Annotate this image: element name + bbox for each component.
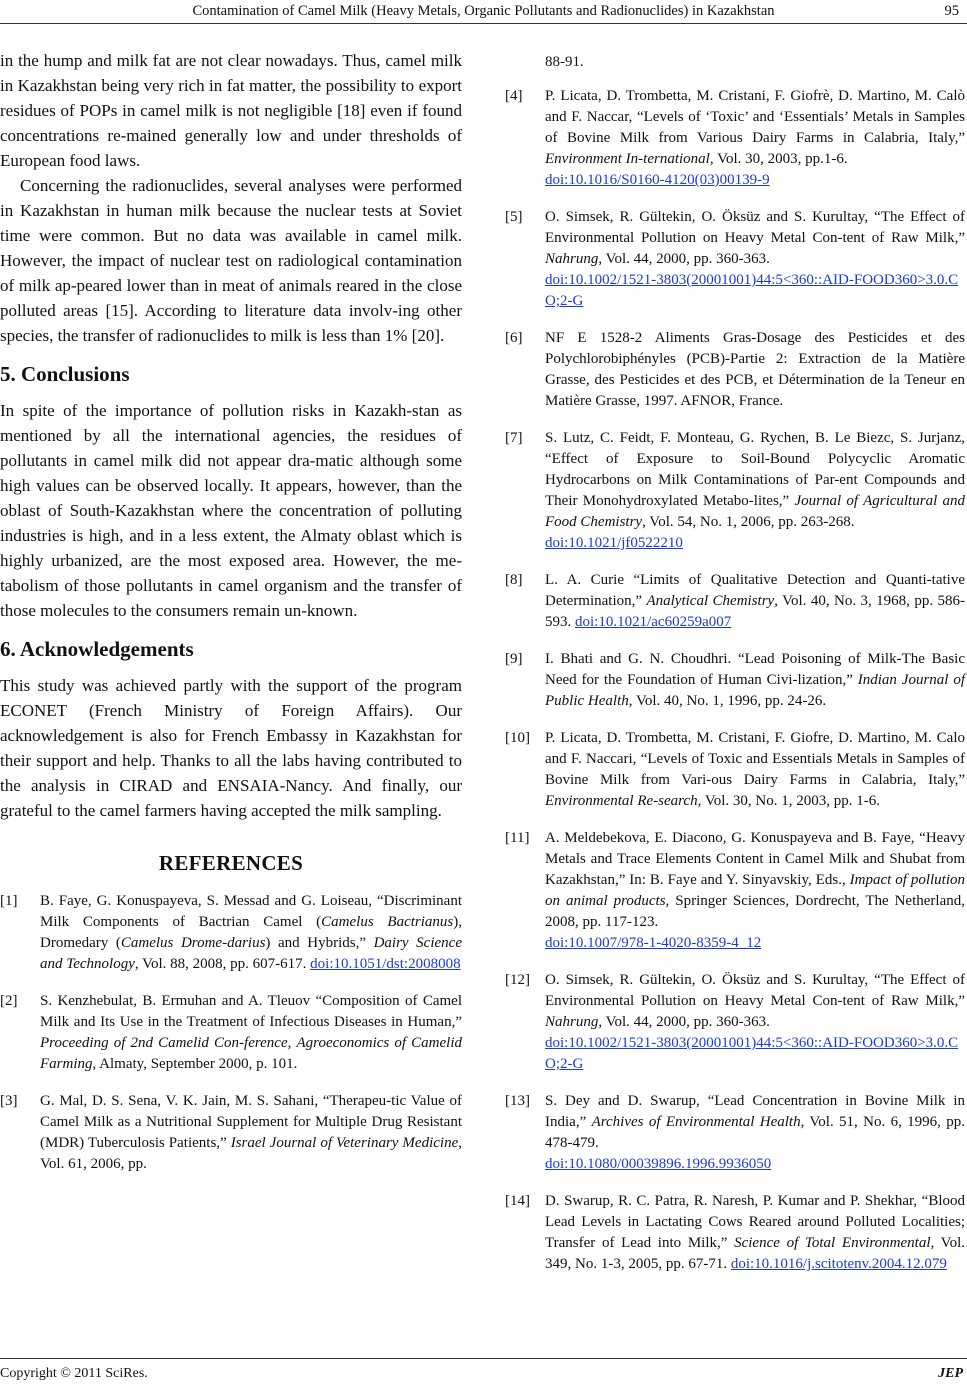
- reference-number: [4]: [505, 88, 523, 104]
- running-header: [0, 0, 967, 22]
- reference-number: [14]: [505, 1193, 530, 1209]
- reference-text: O. Simsek, R. Gültekin, O. Öksüz and S. Kurultay, “The Effect of Environmental Pollution on Heavy Metal Con-tent of Raw Milk,” Nahrung, Vol. 44, 2000, pp. 360-363. doi:10.1002/1521-3803(20001001)44:5<360::AID-FOOD360>3.0.CO;2-G: [545, 972, 965, 1072]
- journal-abbreviation: JEP: [938, 1366, 963, 1381]
- doi-link[interactable]: doi:10.1002/1521-3803(20001001)44:5<360::AID-FOOD360>3.0.CO;2-G: [545, 272, 959, 309]
- reference-text: P. Licata, D. Trombetta, M. Cristani, F. Giofrè, D. Martino, M. Calò and F. Naccar, “Levels of ‘Toxic’ and ‘Essentials’ Metals in Samples of Bovine Milk from Various Dairy Farms in Calabria, Italy,” Environment In-ternational, Vol. 30, 2003, pp.1-6. doi:10.1016/S0160-4120(03)00139-9: [545, 88, 965, 188]
- reference-number: [10]: [505, 730, 530, 746]
- reference-number: [2]: [0, 993, 18, 1009]
- reference-number: [6]: [505, 330, 523, 346]
- reference-number: [8]: [505, 572, 523, 588]
- header-rule: [0, 23, 967, 24]
- doi-link[interactable]: doi:10.1051/dst:2008008: [310, 956, 461, 972]
- reference-item: [505, 1191, 965, 1275]
- reference-text: I. Bhati and G. N. Choudhri. “Lead Poisoning of Milk-The Basic Need for the Foundation of Human Civi-lization,” Indian Journal of Public Health, Vol. 40, No. 1, 1996, pp. 24-26.: [545, 651, 965, 709]
- reference-number: [5]: [505, 209, 523, 225]
- footer-rule: [0, 1358, 967, 1359]
- reference-number: [13]: [505, 1093, 530, 1109]
- doi-link[interactable]: doi:10.1016/j.scitotenv.2004.12.079: [730, 1256, 947, 1272]
- reference-item: [0, 1091, 462, 1175]
- reference-text: G. Mal, D. S. Sena, V. K. Jain, M. S. Sahani, “Therapeu-tic Value of Camel Milk as a Nutritional Supplement for Multiple Drug Resistant (MDR) Tuberculosis Patients,” Israel Journal of Veterinary Medicine, Vol. 61, 2006, pp.: [40, 1093, 462, 1172]
- doi-link[interactable]: doi:10.1021/jf0522210: [545, 535, 683, 551]
- reference-continuation: 88-91.: [545, 54, 584, 70]
- reference-text: B. Faye, G. Konuspayeva, S. Messad and G. Loiseau, “Discriminant Milk Components of Bactrian Camel (Camelus Bactrianus), Dromedary (Camelus Drome-darius) and Hybrids,” Dairy Science and Technology, Vol. 88, 2008, pp. 607-617. doi:10.1051/dst:2008008: [40, 893, 462, 972]
- section-heading-conclusions: 5. Conclusions: [0, 362, 130, 386]
- references-heading: REFERENCES: [158, 851, 304, 875]
- reference-number: [1]: [0, 893, 18, 909]
- reference-item: [505, 86, 965, 191]
- reference-item: [505, 328, 965, 412]
- reference-number: [3]: [0, 1093, 18, 1109]
- right-column: [505, 52, 965, 1291]
- reference-text: A. Meldebekova, E. Diacono, G. Konuspayeva and B. Faye, “Heavy Metals and Trace Elements Content in Camel Milk and Shubat from Kazakhstan,” In: B. Faye and Y. Sinyavskiy, Eds., Impact of pollution on animal products, Springer Sciences, Dordrecht, The Netherland, 2008, pp. 117-123. doi:10.1007/978-1-4020-8359-4_12: [545, 830, 965, 951]
- conclusions-text: In spite of the importance of pollution risks in Kazakh-stan as mentioned by all the international agencies, the residues of pollutants in camel milk did not appear dra-matic although some high values can be observed locally. It appears, however, than the oblast of South-Kazakhstan where the concentration of polluting industries is high, and in a less extent, the Almaty oblast which is highly urbanized, are the most exposed area. However, the me-tabolism of those pollutants in camel organism and the transfer of those molecules to the consumers remain un-known.: [0, 401, 462, 620]
- reference-text: O. Simsek, R. Gültekin, O. Öksüz and S. Kurultay, “The Effect of Environmental Pollution on Heavy Metal Con-tent of Raw Milk,” Nahrung, Vol. 44, 2000, pp. 360-363. doi:10.1002/1521-3803(20001001)44:5<360::AID-FOOD360>3.0.CO;2-G: [545, 209, 965, 309]
- reference-item: [505, 649, 965, 712]
- left-column: [0, 48, 462, 1191]
- reference-text: S. Lutz, C. Feidt, F. Monteau, G. Rychen, B. Le Biezc, S. Jurjanz, “Effect of Exposure to Soil-Bound Polycyclic Aromatic Hydrocarbons on Milk Contaminations of Par-ent Compounds and Their Monohydroxylated Metabo-lites,” Journal of Agricultural and Food Chemistry, Vol. 54, No. 1, 2006, pp. 263-268. doi:10.1021/jf0522210: [545, 430, 965, 551]
- reference-item: [0, 991, 462, 1075]
- doi-link[interactable]: doi:10.1002/1521-3803(20001001)44:5<360::AID-FOOD360>3.0.CO;2-G: [545, 1035, 959, 1072]
- reference-item: [505, 428, 965, 554]
- reference-number: [11]: [505, 830, 530, 846]
- copyright-text: Copyright © 2011 SciRes.: [0, 1366, 148, 1381]
- paragraph-pops: in the hump and milk fat are not clear nowadays. Thus, camel milk in Kazakhstan being very rich in fat matter, the possibility to export residues of POPs in camel milk is not negligible [18] even if found concentrations re-mained generally low and under thresholds of European food laws.: [0, 51, 462, 170]
- page-number: 95: [944, 3, 959, 19]
- reference-text: S. Dey and D. Swarup, “Lead Concentration in Bovine Milk in India,” Archives of Environmental Health, Vol. 51, No. 6, 1996, pp. 478-479. doi:10.1080/00039896.1996.9936050: [545, 1093, 965, 1172]
- doi-link[interactable]: doi:10.1080/00039896.1996.9936050: [545, 1156, 772, 1172]
- reference-text: P. Licata, D. Trombetta, M. Cristani, F. Giofre, D. Martino, M. Calo and F. Naccari, “Levels of Toxic and Essentials Metals in Samples of Bovine Milk from Vari-ous Dairy Farms in Calabria, Italy,” Environmental Re-search, Vol. 30, No. 1, 2003, pp. 1-6.: [545, 730, 965, 809]
- reference-item: [505, 728, 965, 812]
- reference-item: [505, 207, 965, 312]
- reference-number: [7]: [505, 430, 523, 446]
- reference-text: L. A. Curie “Limits of Qualitative Detection and Quanti-tative Determination,” Analytical Chemistry, Vol. 40, No. 3, 1968, pp. 586-593. doi:10.1021/ac60259a007: [545, 572, 966, 630]
- reference-text: S. Kenzhebulat, B. Ermuhan and A. Tleuov “Composition of Camel Milk and Its Use in the Treatment of Infectious Diseases in Human,” Proceeding of 2nd Camelid Con-ference, Agroeconomics of Camelid Farming, Almaty, September 2000, p. 101.: [40, 993, 462, 1072]
- reference-item: [505, 570, 965, 633]
- acknowledgements-text: This study was achieved partly with the support of the program ECONET (French Ministry of Foreign Affairs). Our acknowledgement is also for French Embassy in Kazakhstan for their support and help. Thanks to all the labs having contributed to the analysis in CIRAD and ENSAIA-Nancy. And finally, our grateful to the camel farmers having accepted the milk sampling.: [0, 676, 462, 820]
- reference-text: D. Swarup, R. C. Patra, R. Naresh, P. Kumar and P. Shekhar, “Blood Lead Levels in Lactating Cows Reared around Polluted Localities; Transfer of Lead into Milk,” Science of Total Environmental, Vol. 349, No. 1-3, 2005, pp. 67-71. doi:10.1016/j.scitotenv.2004.12.079: [545, 1193, 965, 1272]
- reference-number: [9]: [505, 651, 523, 667]
- doi-link[interactable]: doi:10.1021/ac60259a007: [575, 614, 732, 630]
- doi-link[interactable]: doi:10.1016/S0160-4120(03)00139-9: [545, 172, 770, 188]
- reference-text: NF E 1528-2 Aliments Gras-Dosage des Pesticides et des Polychlorobiphényles (PCB)-Partie 2: Extraction de la Matière Grasse, des Pesticides et des PCB, et Détermination de la Teneur en Matière Grasse, 1997. AFNOR, France.: [545, 330, 965, 409]
- reference-item: [505, 1091, 965, 1175]
- section-heading-acknowledgements: 6. Acknowledgements: [0, 637, 194, 661]
- doi-link[interactable]: doi:10.1007/978-1-4020-8359-4_12: [545, 935, 762, 951]
- reference-item: [505, 828, 965, 954]
- reference-item: [0, 891, 462, 975]
- running-title: Contamination of Camel Milk (Heavy Metals, Organic Pollutants and Radionuclides) in Kazakhstan: [192, 3, 775, 19]
- reference-number: [12]: [505, 972, 530, 988]
- paragraph-radionuclides: Concerning the radionuclides, several analyses were performed in Kazakhstan in human milk because the nuclear tests at Soviet time were common. But no data was available in camel milk. However, the impact of nuclear test on radiological contamination of milk ap-peared lower than in meat of animals reared in the close polluted areas [15]. According to literature data involv-ing other species, the transfer of radionuclides to milk is less than 1% [20].: [0, 176, 462, 345]
- reference-item: [505, 970, 965, 1075]
